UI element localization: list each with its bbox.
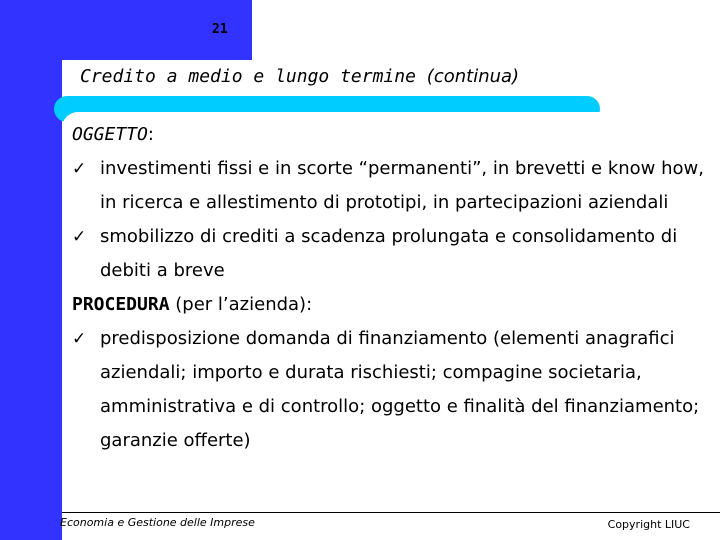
procedura-label: PROCEDURA (72, 294, 170, 315)
list-item-text: investimenti fissi e in scorte “permanenti”, in brevetti e know how, in ricerca e allestimento di prototipi, in partecipazioni aziendali (100, 158, 704, 213)
oggetto-suffix: : (147, 124, 154, 145)
procedura-suffix: (per l’azienda): (169, 294, 313, 315)
oggetto-label: OGGETTO (72, 124, 148, 145)
checkmark-icon: ✓ (72, 329, 87, 349)
checkmark-icon: ✓ (72, 159, 87, 179)
slide-content (72, 118, 712, 458)
footer-course-name: Economia e Gestione delle Imprese (60, 516, 255, 529)
left-blue-stripe (0, 60, 62, 540)
slide-title-main: Credito a medio e lungo termine (80, 66, 416, 87)
list-item (72, 152, 712, 220)
section-procedura-heading (72, 288, 712, 322)
list-item-text: smobilizzo di crediti a scadenza prolungata e consolidamento di debiti a breve (100, 226, 678, 281)
slide-title-sub: (continua) (426, 66, 520, 87)
slide-title (80, 66, 519, 87)
list-item (72, 322, 712, 458)
footer-copyright: Copyright LIUC (607, 518, 690, 531)
footer-divider (62, 512, 720, 513)
checkmark-icon: ✓ (72, 227, 87, 247)
section-oggetto-heading (72, 118, 712, 152)
list-item-text: predisposizione domanda di finanziamento (elementi anagrafici aziendali; importo e durata rischiesti; compagine societaria, amministrativa e di controllo; oggetto e finalità del finanziamento; garanzie offerte) (100, 328, 700, 451)
list-item (72, 220, 712, 288)
slide-number: 21 (212, 22, 228, 37)
